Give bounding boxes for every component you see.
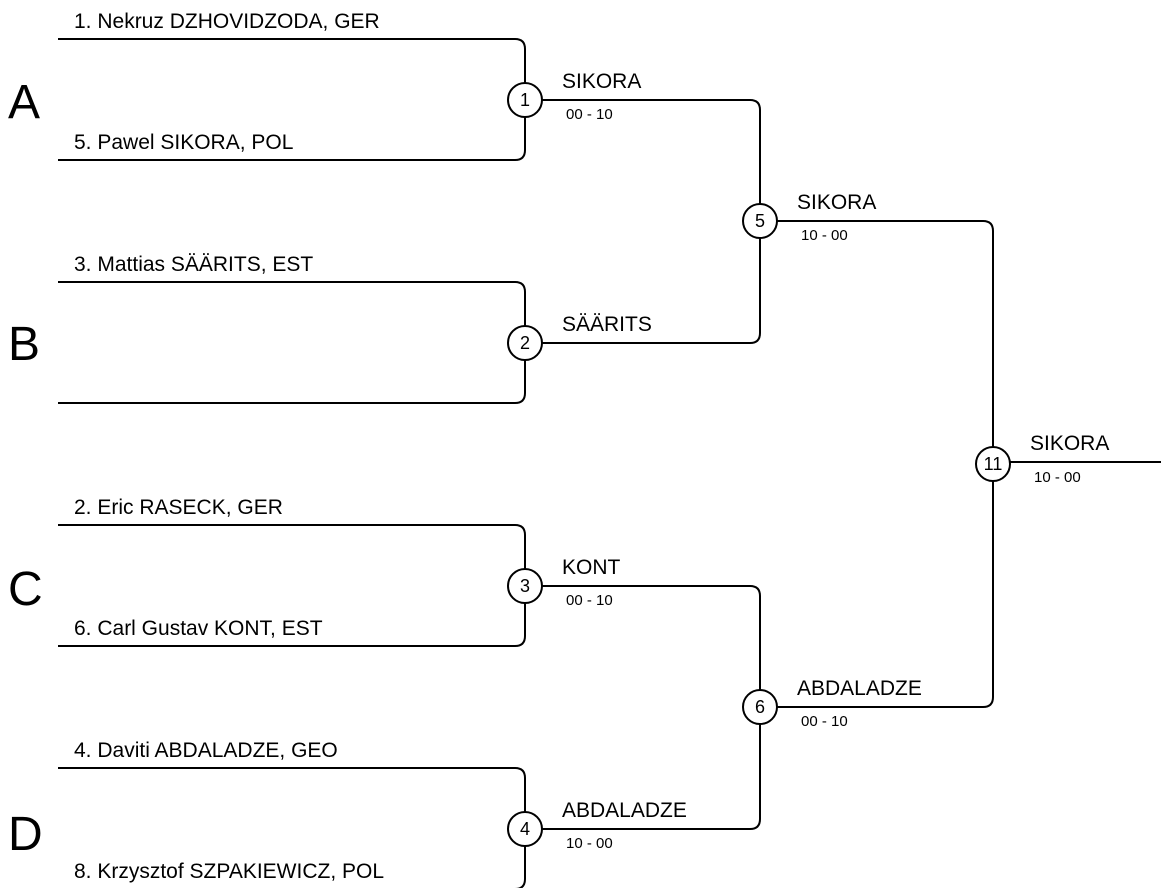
match-4-score: 10 - 00 bbox=[566, 835, 613, 852]
bracket-line-semifinal-bottom bbox=[542, 586, 760, 829]
match-6-score: 00 - 10 bbox=[801, 713, 848, 730]
match-11-winner: SIKORA bbox=[1030, 432, 1110, 455]
competitor-a-bottom: 5. Pawel SIKORA, POL bbox=[74, 131, 294, 154]
pool-label-d: D bbox=[8, 808, 43, 861]
competitor-b-top: 3. Mattias SÄÄRITS, EST bbox=[74, 253, 314, 276]
match-3-number: 3 bbox=[519, 576, 531, 596]
bracket-line-b bbox=[58, 282, 525, 403]
bracket-line-semifinal-top bbox=[542, 100, 760, 343]
pool-label-c: C bbox=[8, 563, 43, 616]
match-3-score: 00 - 10 bbox=[566, 592, 613, 609]
match-6-number: 6 bbox=[754, 697, 766, 717]
competitor-d-top: 4. Daviti ABDALADZE, GEO bbox=[74, 739, 338, 762]
competitor-c-top: 2. Eric RASECK, GER bbox=[74, 496, 283, 519]
match-5-winner: SIKORA bbox=[797, 191, 877, 214]
match-11-score: 10 - 00 bbox=[1034, 469, 1081, 486]
bracket-line-final bbox=[777, 221, 993, 707]
match-1-number: 1 bbox=[519, 90, 531, 110]
match-2-number: 2 bbox=[519, 333, 531, 353]
match-5-score: 10 - 00 bbox=[801, 227, 848, 244]
match-2-winner: SÄÄRITS bbox=[562, 313, 652, 336]
match-3-winner: KONT bbox=[562, 556, 621, 579]
competitor-d-bottom: 8. Krzysztof SZPAKIEWICZ, POL bbox=[74, 860, 385, 883]
competitor-a-top: 1. Nekruz DZHOVIDZODA, GER bbox=[74, 10, 380, 33]
match-11-number: 11 bbox=[983, 454, 1003, 474]
match-4-number: 4 bbox=[519, 819, 531, 839]
pool-label-a: A bbox=[8, 76, 41, 129]
match-6-winner: ABDALADZE bbox=[797, 677, 922, 700]
competitor-c-bottom: 6. Carl Gustav KONT, EST bbox=[74, 617, 323, 640]
pool-label-b: B bbox=[8, 318, 41, 371]
match-1-score: 00 - 10 bbox=[566, 106, 613, 123]
match-1-winner: SIKORA bbox=[562, 70, 642, 93]
match-4-winner: ABDALADZE bbox=[562, 799, 687, 822]
match-5-number: 5 bbox=[754, 211, 766, 231]
